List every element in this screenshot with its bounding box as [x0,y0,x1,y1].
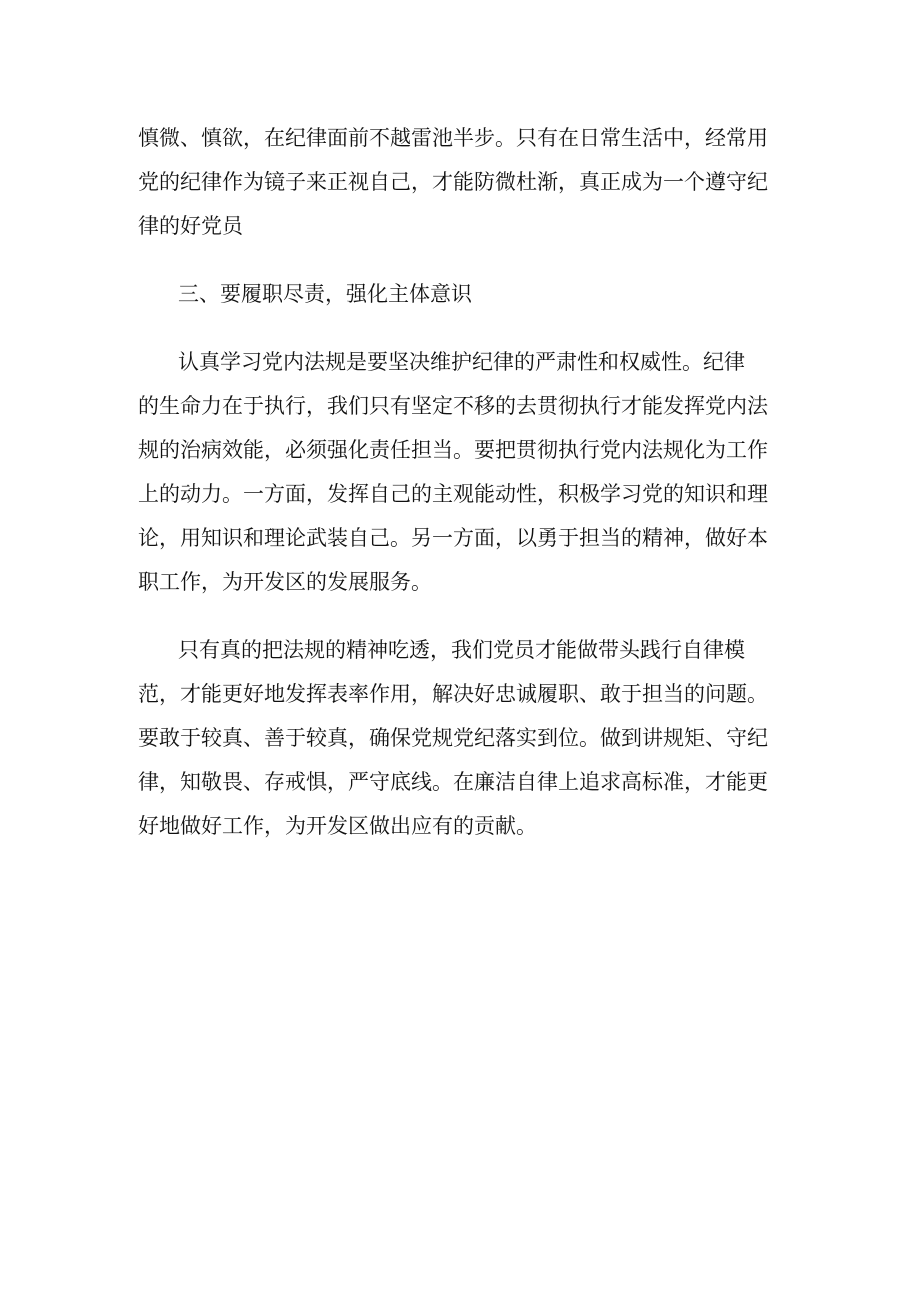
text-line: 党的纪律作为镜子来正视自己，才能防微杜渐，真正成为一个遵守纪 [138,170,768,194]
text-line: 要敢于较真、善于较真，确保党规党纪落实到位。做到讲规矩、守纪 [138,726,768,750]
text-line: 范，才能更好地发挥表率作用，解决好忠诚履职、敢于担当的问题。 [138,682,768,706]
paragraph-continuation [138,116,798,248]
text-line: 律，知敬畏、存戒惧，严守底线。在廉洁自律上追求高标准，才能更 [138,770,768,794]
paragraph-study [138,340,798,604]
paragraph-conclusion [138,628,798,848]
document-body [138,116,798,848]
section-heading [138,272,798,316]
text-line: 职工作，为开发区的发展服务。 [138,570,432,594]
text-line: 论，用知识和理论武装自己。另一方面，以勇于担当的精神，做好本 [138,526,768,550]
text-line: 的生命力在于执行，我们只有坚定不移的去贯彻执行才能发挥党内法 [138,394,768,418]
text-line: 上的动力。一方面，发挥自己的主观能动性，积极学习党的知识和理 [138,482,768,506]
text-line: 规的治病效能，必须强化责任担当。要把贯彻执行党内法规化为工作 [138,438,768,462]
paragraph-gap [138,316,798,340]
paragraph-gap [138,604,798,628]
text-line: 好地做好工作，为开发区做出应有的贡献。 [138,814,537,838]
text-line: 只有真的把法规的精神吃透，我们党员才能做带头践行自律模 [138,638,746,662]
heading-line: 三、要履职尽责，强化主体意识 [138,282,473,306]
text-line: 律的好党员 [138,214,243,238]
text-line: 慎微、慎欲，在纪律面前不越雷池半步。只有在日常生活中，经常用 [138,126,768,150]
paragraph-gap [138,248,798,272]
text-line: 认真学习党内法规是要坚决维护纪律的严肃性和权威性。纪律 [138,350,746,374]
